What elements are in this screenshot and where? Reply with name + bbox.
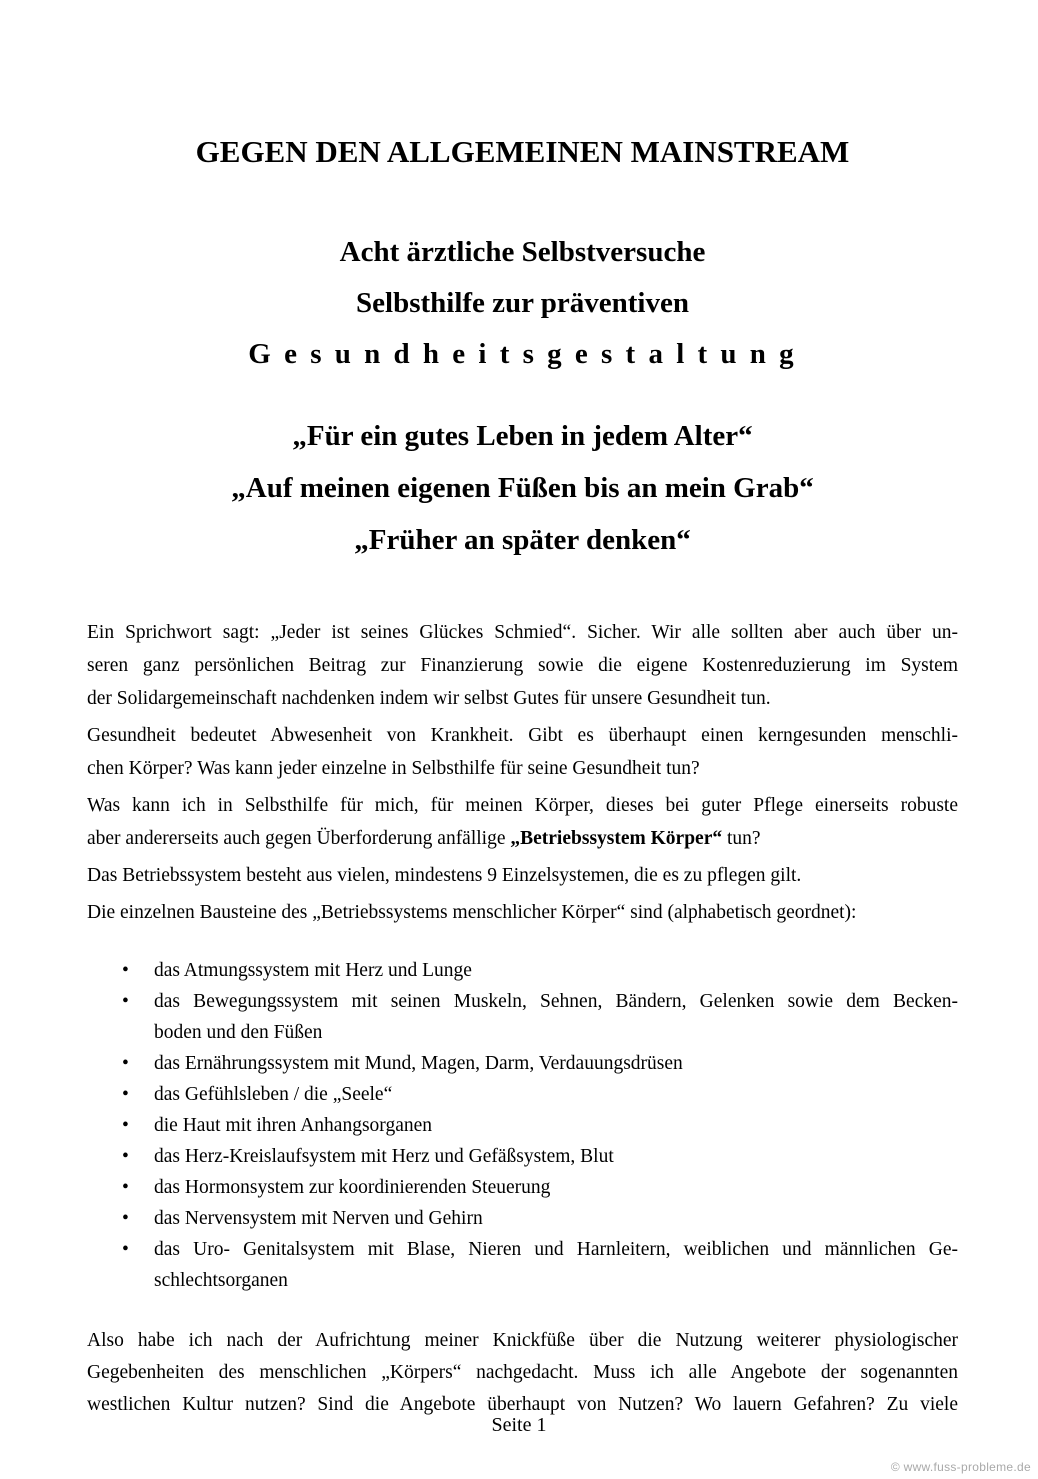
- bullet-item-4: [87, 1079, 958, 1110]
- subtitle-line-1: Acht ärztliche Selbstversuche: [339, 236, 706, 268]
- paragraph-5: [87, 896, 958, 929]
- paragraph-3: [87, 789, 958, 855]
- bullet-line: das Bewegungssystem mit seinen Muskeln, Sehnen, Bändern, Gelenken sowie dem Becken-: [154, 991, 958, 1012]
- closing-line: westlichen Kultur nutzen? Sind die Angebote überhaupt von Nutzen? Wo lauern Gefahren? Zu viele: [87, 1394, 958, 1415]
- closing-paragraph: [87, 1325, 958, 1421]
- bullet-item-6: [87, 1141, 958, 1172]
- bullet-dot-icon: •: [122, 1208, 129, 1229]
- paragraph-line: seren ganz persönlichen Beitrag zur Finanzierung sowie die eigene Kostenreduzierung im System: [87, 655, 958, 676]
- bullet-line: schlechtsorganen: [154, 1270, 288, 1291]
- bullet-line: das Herz-Kreislaufsystem mit Herz und Gefäßsystem, Blut: [154, 1146, 614, 1167]
- bullet-line: das Nervensystem mit Nerven und Gehirn: [154, 1208, 483, 1229]
- bullet-line: boden und den Füßen: [154, 1022, 323, 1043]
- page-content: [87, 0, 958, 1421]
- bullet-dot-icon: •: [122, 1239, 129, 1260]
- quote-line-1: „Für ein gutes Leben in jedem Alter“: [292, 420, 753, 452]
- text-segment: aber andererseits auch gegen Überforderung anfällige: [87, 828, 511, 849]
- paragraph-4: [87, 859, 958, 892]
- paragraph-line: Das Betriebssystem besteht aus vielen, mindestens 9 Einzelsystemen, die es zu pflegen gilt.: [87, 865, 802, 886]
- paragraph-line: Gesundheit bedeutet Abwesenheit von Krankheit. Gibt es überhaupt einen kerngesunden menschli-: [87, 725, 958, 746]
- document-title: GEGEN DEN ALLGEMEINEN MAINSTREAM: [195, 134, 850, 169]
- bullet-line: die Haut mit ihren Anhangsorganen: [154, 1115, 432, 1136]
- bullet-list: [87, 955, 958, 1296]
- bullet-item-9: [87, 1234, 958, 1296]
- bullet-dot-icon: •: [122, 1053, 129, 1074]
- bullet-line: das Uro- Genitalsystem mit Blase, Nieren und Harnleitern, weiblichen und männlichen Ge-: [154, 1239, 958, 1260]
- bullet-item-2: [87, 986, 958, 1048]
- bullet-item-7: [87, 1172, 958, 1203]
- body-paragraphs: [87, 616, 958, 929]
- bullet-item-5: [87, 1110, 958, 1141]
- paragraph-line: [87, 822, 958, 855]
- bullet-line: das Atmungssystem mit Herz und Lunge: [154, 960, 472, 981]
- paragraph-line: Die einzelnen Bausteine des „Betriebssystems menschlicher Körper“ sind (alphabetisch geordnet):: [87, 902, 857, 923]
- paragraph-1: [87, 616, 958, 715]
- bullet-dot-icon: •: [122, 960, 129, 981]
- bold-text: „Betriebssystem Körper“: [510, 828, 723, 849]
- bullet-line: das Gefühlsleben / die „Seele“: [154, 1084, 393, 1105]
- paragraph-line: Was kann ich in Selbsthilfe für mich, für meinen Körper, dieses bei guter Pflege einerseits robuste: [87, 795, 958, 816]
- text-segment: tun?: [722, 828, 761, 849]
- bullet-item-8: [87, 1203, 958, 1234]
- bullet-line: das Ernährungssystem mit Mund, Magen, Darm, Verdauungsdrüsen: [154, 1053, 683, 1074]
- quote-block: [87, 410, 958, 566]
- closing-line: Also habe ich nach der Aufrichtung meiner Knickfüße über die Nutzung weiterer physiologischer: [87, 1330, 958, 1351]
- paragraph-line: der Solidargemeinschaft nachdenken indem wir selbst Gutes für unsere Gesundheit tun.: [87, 688, 771, 709]
- bullet-line: das Hormonsystem zur koordinierenden Steuerung: [154, 1177, 551, 1198]
- bullet-item-1: [87, 955, 958, 986]
- subtitle-block: [87, 227, 958, 380]
- watermark: © www.fuss-probleme.de: [890, 1460, 1031, 1474]
- subtitle-line-3: G e s u n d h e i t s g e s t a l t u n g: [248, 338, 797, 370]
- bullet-dot-icon: •: [122, 1177, 129, 1198]
- bullet-dot-icon: •: [122, 991, 129, 1012]
- bullet-item-3: [87, 1048, 958, 1079]
- paragraph-line: chen Körper? Was kann jeder einzelne in Selbsthilfe für seine Gesundheit tun?: [87, 758, 700, 779]
- quote-line-2: „Auf meinen eigenen Füßen bis an mein Grab“: [231, 472, 814, 504]
- subtitle-line-2: Selbsthilfe zur präventiven: [356, 287, 689, 319]
- bullet-dot-icon: •: [122, 1146, 129, 1167]
- quote-line-3: „Früher an später denken“: [354, 524, 691, 556]
- closing-paragraph-text: [87, 1325, 958, 1421]
- bullet-dot-icon: •: [122, 1084, 129, 1105]
- page-number: Seite 1: [491, 1414, 547, 1436]
- paragraph-line: Ein Sprichwort sagt: „Jeder ist seines Glückes Schmied“. Sicher. Wir alle sollten aber auch über un-: [87, 622, 958, 643]
- closing-line: Gegebenheiten des menschlichen „Körpers“ nachgedacht. Muss ich alle Angebote der sogenannten: [87, 1362, 958, 1383]
- paragraph-2: [87, 719, 958, 785]
- bullet-dot-icon: •: [122, 1115, 129, 1136]
